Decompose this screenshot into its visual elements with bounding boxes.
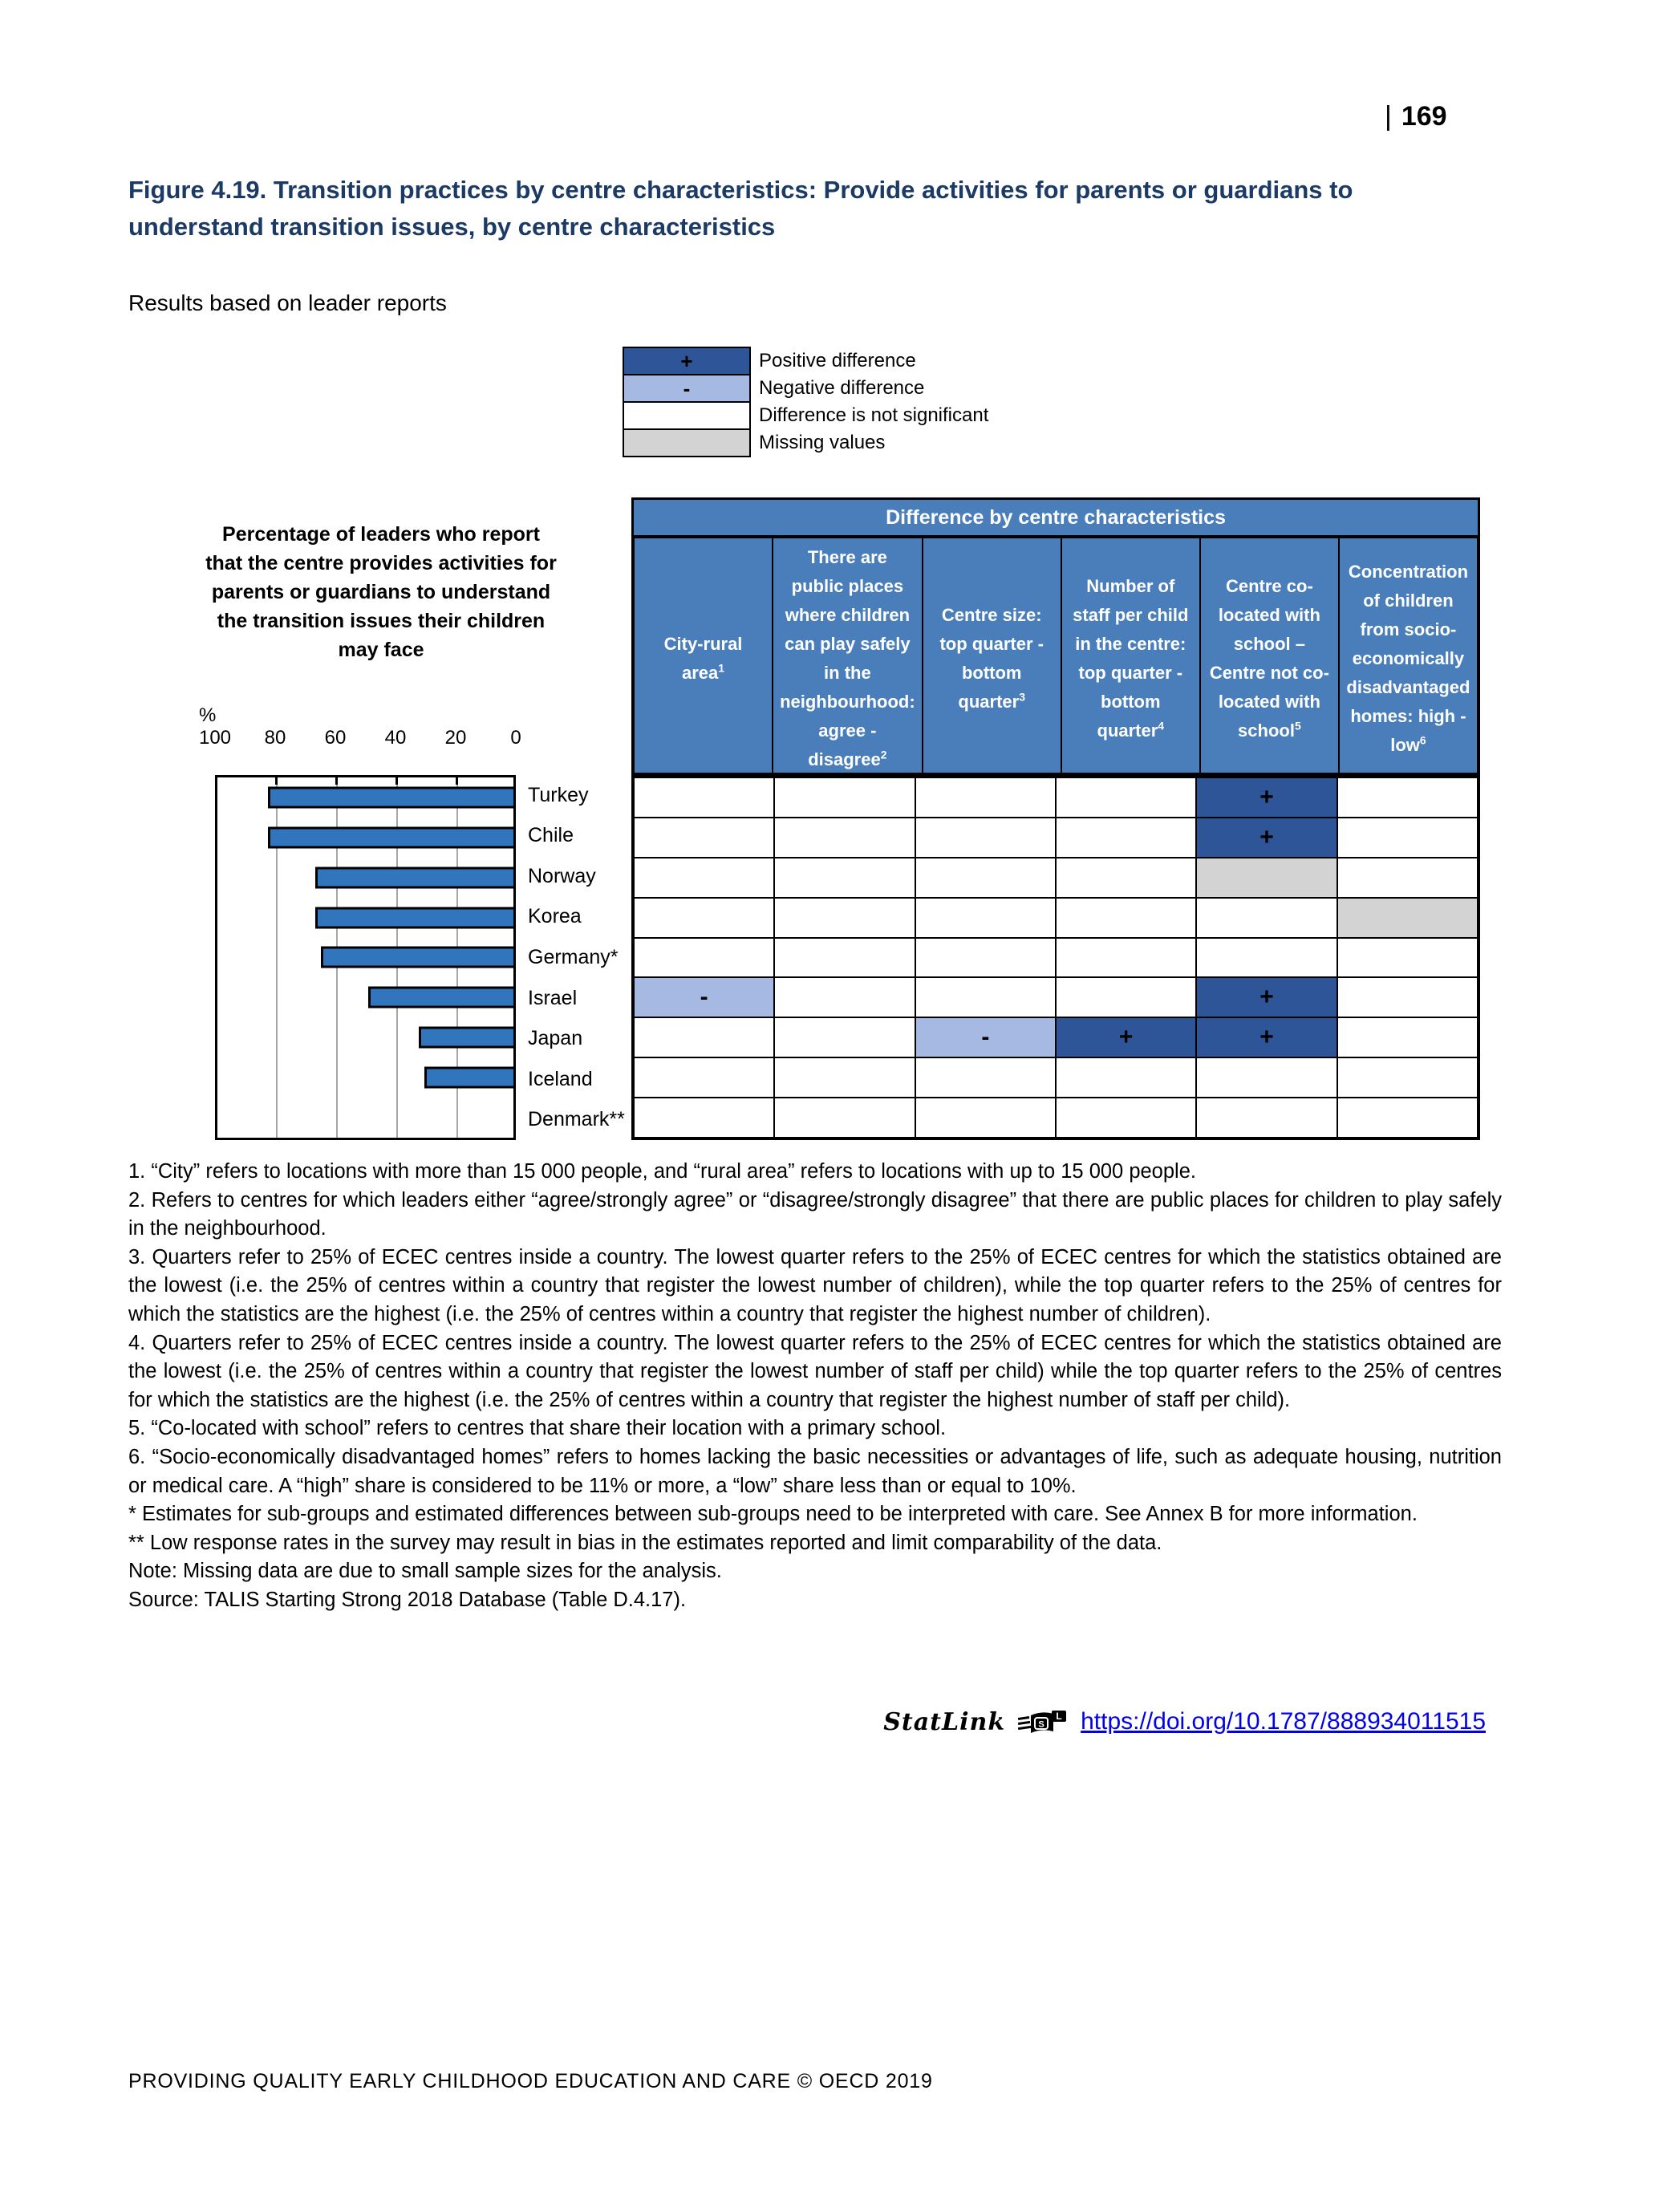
cell-korea-col5 bbox=[1196, 898, 1337, 938]
page-number-value: 169 bbox=[1401, 101, 1447, 132]
cell-japan-col4: + bbox=[1056, 1017, 1196, 1057]
cell-turkey-col2 bbox=[774, 777, 915, 818]
bar-row-israel bbox=[217, 977, 513, 1017]
column-header-4: Number of staff per child in the centre: top quarter - bottom quarter$^4$ bbox=[1061, 538, 1200, 780]
bar-row-turkey bbox=[217, 777, 513, 818]
statlink-icon bbox=[1018, 1707, 1068, 1736]
country-labels bbox=[528, 775, 628, 1140]
legend-label-not-significant: Difference is not significant bbox=[759, 404, 989, 426]
cell-japan-col3: - bbox=[915, 1017, 1056, 1057]
note-7: * Estimates for sub-groups and estimated differences between sub-groups need to be interpreted with care. See Annex B for more information. bbox=[128, 1503, 1418, 1526]
legend-row-missing bbox=[623, 428, 988, 457]
cell-germany-col3 bbox=[915, 938, 1056, 978]
bar-norway bbox=[315, 867, 513, 888]
cell-israel-col4 bbox=[1056, 977, 1196, 1017]
bar-chile bbox=[268, 826, 513, 848]
column-header-5: Centre co-located with school – Centre not co-located with school$^5$ bbox=[1200, 538, 1339, 780]
column-header-1: City-rural area$^1$ bbox=[634, 538, 773, 780]
cell-norway-col1 bbox=[634, 858, 774, 898]
cell-korea-col4 bbox=[1056, 898, 1196, 938]
cell-chile-col3 bbox=[915, 818, 1056, 858]
note-1: 1. “City” refers to locations with more than 15 000 people, and “rural area” refers to locations with up to 15 000 people. bbox=[128, 1160, 1196, 1183]
note-10: Source: TALIS Starting Strong 2018 Database (Table D.4.17). bbox=[128, 1588, 687, 1611]
column-header-2: There are public places where children can play safely in the neighbourhood: agree - disagree$^2$ bbox=[773, 538, 923, 780]
bar-germany bbox=[321, 947, 513, 968]
cell-iceland-col6 bbox=[1337, 1057, 1478, 1098]
cell-japan-col5: + bbox=[1196, 1017, 1337, 1057]
cell-turkey-col4 bbox=[1056, 777, 1196, 818]
cell-norway-col3 bbox=[915, 858, 1056, 898]
table-header-row bbox=[631, 535, 1480, 775]
cell-chile-col1 bbox=[634, 818, 774, 858]
cell-norway-col5 bbox=[1196, 858, 1337, 898]
svg-text:L: L bbox=[1056, 1711, 1062, 1722]
figure-notes bbox=[128, 1158, 1502, 1615]
cell-israel-col3 bbox=[915, 977, 1056, 1017]
cell-denmark-col3 bbox=[915, 1098, 1056, 1138]
cell-iceland-col1 bbox=[634, 1057, 774, 1098]
cell-israel-col2 bbox=[774, 977, 915, 1017]
country-label-israel: Israel bbox=[528, 986, 578, 1009]
legend-row-negative bbox=[623, 374, 988, 403]
page-number-separator: | bbox=[1385, 101, 1392, 132]
axis-tick-60: 60 bbox=[324, 727, 347, 749]
cell-norway-col2 bbox=[774, 858, 915, 898]
legend-label-positive: Positive difference bbox=[759, 350, 916, 371]
note-4: 4. Quarters refer to 25% of ECEC centres inside a country. The lowest quarter refers to the 25% of ECEC centres for which the statistics obtained are the lowest (i.e. the 25% of centres within a country that register the lowest number of staff per child) while the top quarter refers to the 25% of centres for which the statistics are the highest (i.e. the 25% of centres within a country that register the highest number of staff per child). bbox=[128, 1331, 1502, 1411]
cell-germany-col5 bbox=[1196, 938, 1337, 978]
statlink-label: StatLink bbox=[883, 1707, 1006, 1736]
cell-iceland-col5 bbox=[1196, 1057, 1337, 1098]
cell-turkey-col3 bbox=[915, 777, 1056, 818]
cell-denmark-col2 bbox=[774, 1098, 915, 1138]
cell-chile-col5: + bbox=[1196, 818, 1337, 858]
axis-tick-100: 100 bbox=[198, 727, 232, 749]
cell-chile-col4 bbox=[1056, 818, 1196, 858]
bar-iceland bbox=[424, 1067, 513, 1089]
statlink-url[interactable]: https://doi.org/10.1787/888934011515 bbox=[1081, 1708, 1486, 1735]
note-9: Note: Missing data are due to small sample sizes for the analysis. bbox=[128, 1560, 722, 1583]
cell-germany-col2 bbox=[774, 938, 915, 978]
axis-tick-20: 20 bbox=[444, 727, 467, 749]
bar-plot bbox=[215, 775, 516, 1140]
legend-swatch-positive bbox=[623, 347, 751, 375]
country-label-germany: Germany* bbox=[528, 945, 619, 968]
legend bbox=[623, 347, 988, 457]
legend-label-missing: Missing values bbox=[759, 432, 886, 453]
chart-title: Percentage of leaders who report that the centre provides activities for parents or guardians to understand the transition issues their children may face bbox=[205, 523, 557, 661]
country-label-norway: Norway bbox=[528, 864, 596, 887]
legend-symbol-positive: + bbox=[680, 349, 693, 373]
table-banner: Difference by centre characteristics bbox=[631, 497, 1480, 538]
cell-iceland-col2 bbox=[774, 1057, 915, 1098]
note-8: ** Low response rates in the survey may result in bias in the estimates reported and limit comparability of the data. bbox=[128, 1531, 1162, 1554]
column-header-6: Concentration of children from socio-economically disadvantaged homes: high - low$^6$ bbox=[1339, 538, 1478, 780]
cell-norway-col4 bbox=[1056, 858, 1196, 898]
legend-swatch-not-significant bbox=[623, 401, 751, 430]
statlink bbox=[883, 1707, 1486, 1736]
cell-israel-col1: - bbox=[634, 977, 774, 1017]
legend-swatch-negative bbox=[623, 374, 751, 403]
cell-israel-col5: + bbox=[1196, 977, 1337, 1017]
note-2: 2. Refers to centres for which leaders either “agree/strongly agree” or “disagree/strongly disagree” that there are public places for children to play safely in the neighbourhood. bbox=[128, 1188, 1502, 1240]
bar-korea bbox=[315, 907, 513, 928]
bar-row-denmark bbox=[217, 1098, 513, 1138]
cell-denmark-col5 bbox=[1196, 1098, 1337, 1138]
cell-germany-col6 bbox=[1337, 938, 1478, 978]
bar-row-iceland bbox=[217, 1057, 513, 1098]
cell-japan-col6 bbox=[1337, 1017, 1478, 1057]
bar-row-korea bbox=[217, 898, 513, 938]
page-number bbox=[1385, 101, 1447, 132]
cell-iceland-col3 bbox=[915, 1057, 1056, 1098]
cell-norway-col6 bbox=[1337, 858, 1478, 898]
bar-japan bbox=[419, 1027, 513, 1049]
cell-iceland-col4 bbox=[1056, 1057, 1196, 1098]
country-label-turkey: Turkey bbox=[528, 783, 589, 806]
country-label-denmark: Denmark** bbox=[528, 1108, 625, 1131]
cell-israel-col6 bbox=[1337, 977, 1478, 1017]
legend-swatch-missing bbox=[623, 428, 751, 457]
cell-korea-col1 bbox=[634, 898, 774, 938]
legend-row-positive bbox=[623, 347, 988, 375]
cell-korea-col2 bbox=[774, 898, 915, 938]
cell-japan-col2 bbox=[774, 1017, 915, 1057]
legend-label-negative: Negative difference bbox=[759, 377, 925, 399]
bar-row-norway bbox=[217, 858, 513, 898]
note-5: 5. “Co-located with school” refers to centres that share their location with a primary school. bbox=[128, 1417, 947, 1440]
cell-korea-col3 bbox=[915, 898, 1056, 938]
figure-subtitle: Results based on leader reports bbox=[128, 290, 447, 315]
svg-text:S: S bbox=[1038, 1719, 1044, 1730]
legend-row-not-significant bbox=[623, 401, 988, 430]
country-label-chile: Chile bbox=[528, 824, 574, 847]
axis-tick-0: 0 bbox=[510, 727, 521, 749]
cell-japan-col1 bbox=[634, 1017, 774, 1057]
country-label-korea: Korea bbox=[528, 905, 582, 928]
legend-symbol-negative: - bbox=[683, 376, 691, 400]
column-header-3: Centre size: top quarter - bottom quarter$^3$ bbox=[923, 538, 1061, 780]
figure-title: Figure 4.19. Transition practices by centre characteristics: Provide activities for parents or guardians to understand transition issues, by centre characteristics bbox=[128, 176, 1353, 241]
bar-turkey bbox=[268, 786, 513, 808]
cell-germany-col1 bbox=[634, 938, 774, 978]
table-body bbox=[631, 775, 1480, 1140]
cell-chile-col2 bbox=[774, 818, 915, 858]
axis-tick-40: 40 bbox=[384, 727, 407, 749]
country-label-iceland: Iceland bbox=[528, 1067, 593, 1090]
cell-korea-col6 bbox=[1337, 898, 1478, 938]
page-footer: PROVIDING QUALITY EARLY CHILDHOOD EDUCATION AND CARE © OECD 2019 bbox=[128, 2070, 933, 2092]
bar-row-chile bbox=[217, 818, 513, 858]
chart-unit-label: % bbox=[199, 704, 217, 726]
cell-germany-col4 bbox=[1056, 938, 1196, 978]
cell-turkey-col5: + bbox=[1196, 777, 1337, 818]
note-3: 3. Quarters refer to 25% of ECEC centres inside a country. The lowest quarter refers to the 25% of ECEC centres for which the statistics obtained are the lowest (i.e. the 25% of centres within a country that register the lowest number of children), while the top quarter refers to the 25% of centres for which the statistics are the highest (i.e. the 25% of centres within a country that register the highest number of children). bbox=[128, 1245, 1502, 1325]
cell-denmark-col4 bbox=[1056, 1098, 1196, 1138]
cell-chile-col6 bbox=[1337, 818, 1478, 858]
cell-turkey-col1 bbox=[634, 777, 774, 818]
bar-row-germany bbox=[217, 938, 513, 978]
bar-israel bbox=[368, 987, 513, 1009]
axis-tick-80: 80 bbox=[264, 727, 286, 749]
cell-denmark-col1 bbox=[634, 1098, 774, 1138]
cell-turkey-col6 bbox=[1337, 777, 1478, 818]
bar-row-japan bbox=[217, 1017, 513, 1057]
note-6: 6. “Socio-economically disadvantaged homes” refers to homes lacking the basic necessities or advantages of life, such as adequate housing, nutrition or medical care. A “high” share is considered to be 11% or more, a “low” share less than or equal to 10%. bbox=[128, 1445, 1502, 1497]
country-label-japan: Japan bbox=[528, 1027, 583, 1050]
cell-denmark-col6 bbox=[1337, 1098, 1478, 1138]
